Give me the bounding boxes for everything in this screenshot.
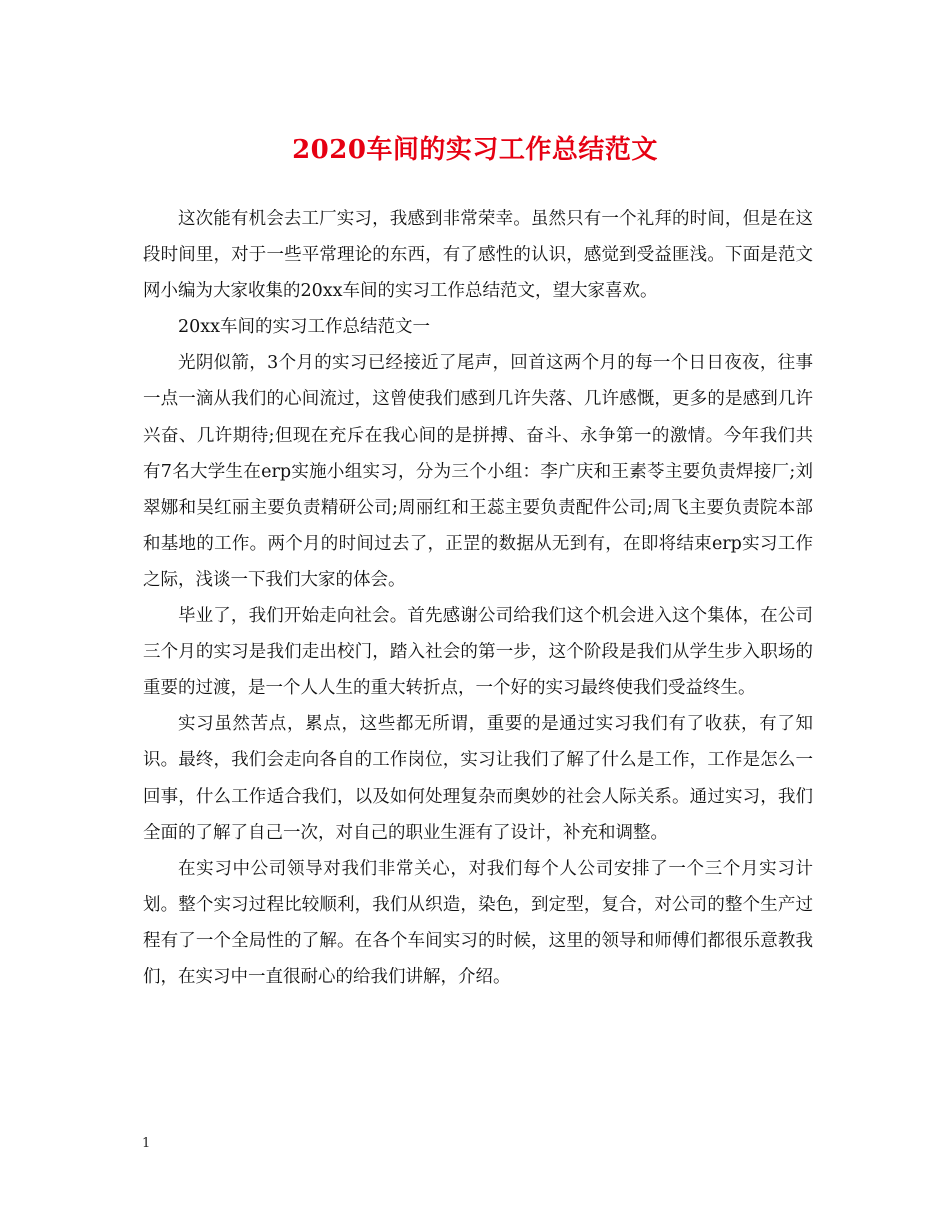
document-body — [143, 201, 813, 995]
paragraph-gains: 实习虽然苦点，累点，这些都无所谓，重要的是通过实习我们有了收获，有了知识。最终，我们会走向各自的工作岗位，实习让我们了解了什么是工作，工作是怎么一回事，什么工作适合我们，以及如何处理复杂而奥妙的社会人际关系。通过实习，我们全面的了解了自己一次，对自己的职业生涯有了设计，补充和调整。 — [143, 714, 813, 843]
paragraph-reflection: 光阴似箭，3个月的实习已经接近了尾声，回首这两个月的每一个日日夜夜，往事一点一滴从我们的心间流过，这曾使我们感到几许失落、几许感慨，更多的是感到几许兴奋、几许期待;但现在充斥在我心间的是拼搏、奋斗、永争第一的激情。今年我们共有7名大学生在erp实施小组实习，分为三个小组：李广庆和王素苓主要负责焊接厂;刘翠娜和吴红丽主要负责精研公司;周丽红和王蕊主要负责配件公司;周飞主要负责院本部和基地的工作。两个月的时间过去了，正罡的数据从无到有，在即将结束erp实习工作之际，浅谈一下我们大家的体会。 — [143, 353, 813, 590]
paragraph-graduation: 毕业了，我们开始走向社会。首先感谢公司给我们这个机会进入这个集体，在公司三个月的实习是我们走出校门，踏入社会的第一步，这个阶段是我们从学生步入职场的重要的过渡，是一个人人生的重大转折点，一个好的实习最终使我们受益终生。 — [143, 606, 813, 699]
page-title: 2020车间的实习工作总结范文 — [292, 135, 658, 165]
paragraph-guidance: 在实习中公司领导对我们非常关心，对我们每个人公司安排了一个三个月实习计划。整个实习过程比较顺利，我们从织造，染色，到定型，复合，对公司的整个生产过程有了一个全局性的了解。在各个车间实习的时候，这里的领导和师傅们都很乐意教我们，在实习中一直很耐心的给我们讲解，介绍。 — [143, 858, 813, 987]
page-number: 1 — [142, 1136, 151, 1151]
section-heading: 20xx车间的实习工作总结范文一 — [178, 317, 431, 338]
paragraph-intro: 这次能有机会去工厂实习，我感到非常荣幸。虽然只有一个礼拜的时间，但是在这段时间里，对于一些平常理论的东西，有了感性的认识，感觉到受益匪浅。下面是范文网小编为大家收集的20xx车间的实习工作总结范文，望大家喜欢。 — [143, 209, 813, 302]
